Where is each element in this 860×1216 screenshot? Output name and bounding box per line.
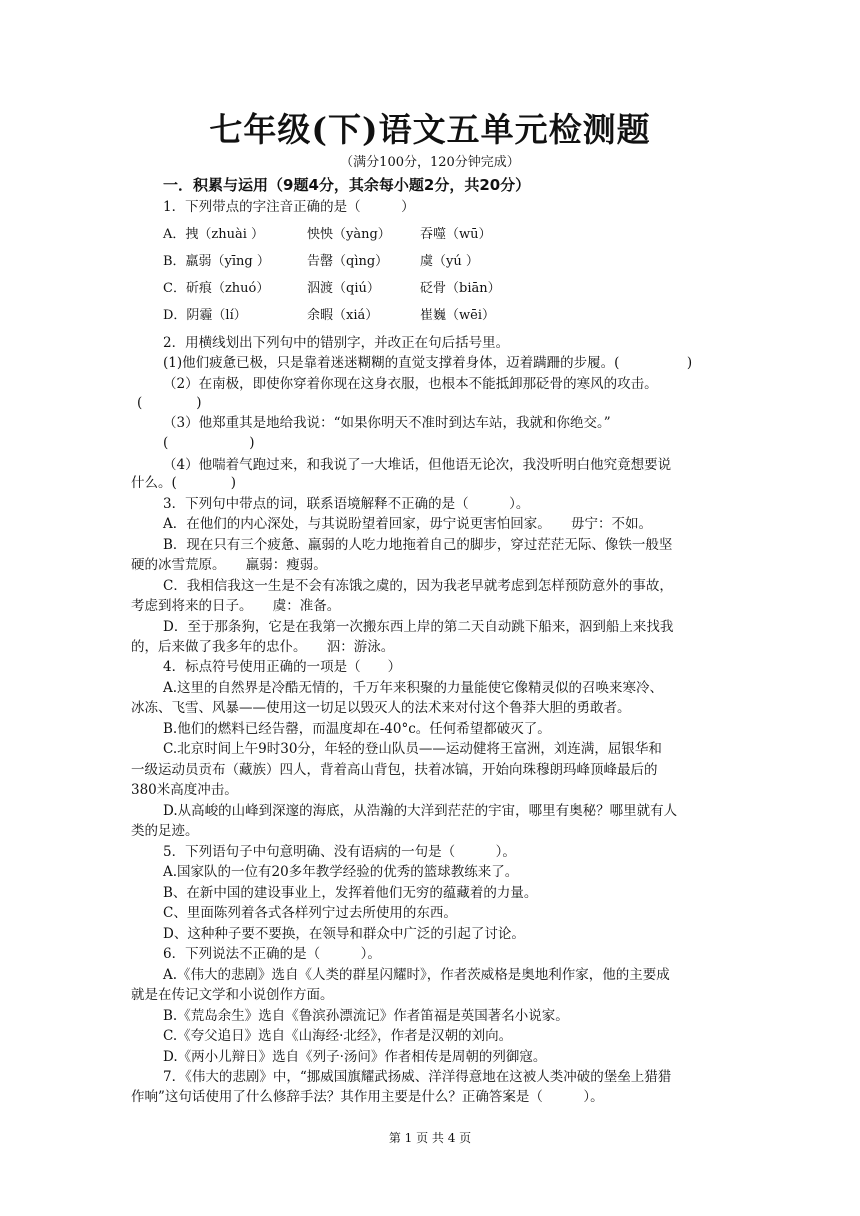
q2-item-3: （3）他郑重其是地给我说：“如果你明天不准时到达车站，我就和你绝交。” [163, 415, 611, 431]
q2-item-4: （4）他喘着气跑过来，和我说了一大堆话，但他语无论次，我没听明白他究竟想要说 [163, 457, 672, 473]
q4-stem: 4．标点符号使用正确的一项是（ ） [163, 659, 402, 675]
q7-stem: 7．《伟大的悲剧》中，“挪威国旗耀武扬威、洋洋得意地在这被人类冲破的堡垒上猎猎 [163, 1069, 672, 1085]
q5-option-d: D、这种种子要不要换，在领导和群众中广泛的引起了讨论。 [163, 926, 525, 942]
q1-option-a-3: 吞噬（wū） [420, 227, 492, 242]
page-footer: 第 1 页 共 4 页 [388, 1131, 472, 1145]
q2-item-3-blank: ( ) [163, 435, 255, 451]
q6-option-b: B.《荒岛余生》选自《鲁滨孙漂流记》作者笛福是英国著名小说家。 [163, 1008, 569, 1024]
q1-option-b-2: 告罄（qìng） [307, 254, 389, 269]
q4-option-c: C.北京时间上午9时30分，年轻的登山队员——运动健将王富洲，刘连满，屈银华和 [163, 741, 662, 757]
page-subtitle: （满分100分，120分钟完成） [340, 155, 520, 170]
q3-stem: 3．下列句中带点的词，联系语境解释不正确的是（ ）。 [163, 496, 530, 512]
q6-option-c: C.《夸父追日》选自《山海经·北经》，作者是汉朝的刘向。 [163, 1028, 513, 1044]
q4-option-d-cont: 类的足迹。 [131, 823, 199, 839]
q1-option-d-2: 余暇（xiá） [307, 308, 379, 323]
q2-stem: 2．用横线划出下列句中的错别字，并改正在句后括号里。 [163, 335, 510, 351]
q5-option-c: C、里面陈列着各式各样列宁过去所使用的东西。 [163, 905, 457, 921]
q1-option-d-3: 崔巍（wēi） [420, 308, 495, 323]
q2-item-2: （2）在南极，即使你穿着你现在这身衣服，也根本不能抵卸那砭骨的寒风的攻击。 [163, 376, 658, 392]
q3-option-a: A．在他们的内心深处，与其说盼望着回家，毋宁说更害怕回家。 毋宁：不如。 [163, 516, 652, 532]
q3-option-c-cont: 考虑到将来的日子。 虞：准备。 [131, 598, 341, 614]
q1-option-d-1: D．阴霾（lí） [163, 308, 247, 323]
q4-option-a: A.这里的自然界是冷酷无情的，千万年来积聚的力量能使它像精灵似的召唤来寒冷、 [163, 680, 664, 696]
q1-option-a-1: A．拽（zhuài ） [163, 227, 265, 242]
q2-item-2-blank: ( ) [137, 395, 202, 411]
q5-stem: 5．下列语句子中句意明确、没有语病的一句是（ ）。 [163, 844, 516, 860]
q4-option-a-cont: 冰冻、飞雪、风暴——使用这一切足以毁灭人的法术来对付这个鲁莽大胆的勇敢者。 [131, 700, 631, 716]
q1-option-b-3: 虞（yú ） [420, 254, 479, 269]
page-title: 七年级(下)语文五单元检测题 [209, 110, 651, 149]
q3-option-c: C．我相信我这一生是不会有冻饿之虞的，因为我老早就考虑到怎样预防意外的事故， [163, 578, 673, 594]
q6-option-a: A.《伟大的悲剧》选自《人类的群星闪耀时》，作者茨威格是奥地利作家，他的主要成 [163, 967, 670, 983]
q1-option-a-2: 怏怏（yàng） [307, 227, 391, 242]
q1-option-c-2: 泅渡（qiú） [307, 281, 380, 296]
q5-option-a: A.国家队的一位有20多年教学经验的优秀的篮球教练来了。 [163, 864, 519, 880]
q4-option-b: B.他们的燃料已经告罄，而温度却在-40°c。任何希望都破灭了。 [163, 721, 551, 737]
section-heading: 一．积累与运用（9题4分，其余每小题2分，共20分） [163, 176, 531, 194]
q7-stem-cont: 作响”这句话使用了什么修辞手法？其作用主要是什么？正确答案是（ ）。 [131, 1089, 604, 1105]
q4-option-c-cont2: 380米高度冲击。 [131, 782, 238, 798]
q3-option-b: B．现在只有三个疲惫、羸弱的人吃力地拖着自己的脚步，穿过茫茫无际、像铁一般坚 [163, 537, 673, 553]
q1-option-c-3: 砭骨（biān） [420, 281, 501, 296]
q3-option-d-cont: 的，后来做了我多年的忠仆。 泅：游泳。 [131, 639, 395, 655]
q6-option-a-cont: 就是在传记文学和小说创作方面。 [131, 987, 334, 1003]
q4-option-c-cont: 一级运动员贡布（藏族）四人，背着高山背包，扶着冰镐，开始向珠穆朗玛峰顶峰最后的 [131, 762, 658, 778]
q1-option-b-1: B．羸弱（yīng ） [163, 254, 270, 269]
question-1-stem: 1．下列带点的字注音正确的是（ ） [163, 199, 415, 215]
q3-option-b-cont: 硬的冰雪荒原。 羸弱：瘦弱。 [131, 557, 327, 573]
q1-option-c-1: C．斫痕（zhuó） [163, 281, 270, 296]
q6-option-d: D.《两小儿辩日》选自《列子·汤问》作者相传是周朝的列御寇。 [163, 1049, 547, 1065]
q5-option-b: B、在新中国的建设事业上，发挥着他们无穷的蕴藏着的力量。 [163, 885, 538, 901]
q2-item-1: (1)他们疲惫已极，只是靠着迷迷糊糊的直觉支撑着身体，迈着蹒跚的步履。( ) [163, 355, 693, 371]
q2-item-4-cont: 什么。( ) [131, 475, 237, 491]
q6-stem: 6．下列说法不正确的是（ ）。 [163, 946, 381, 962]
q4-option-d: D.从高峻的山峰到深邃的海底，从浩瀚的大洋到茫茫的宇宙，哪里有奥秘？哪里就有人 [163, 803, 678, 819]
q3-option-d: D．至于那条狗，它是在我第一次搬东西上岸的第二天自动跳下船来，泅到船上来找我 [163, 619, 674, 635]
